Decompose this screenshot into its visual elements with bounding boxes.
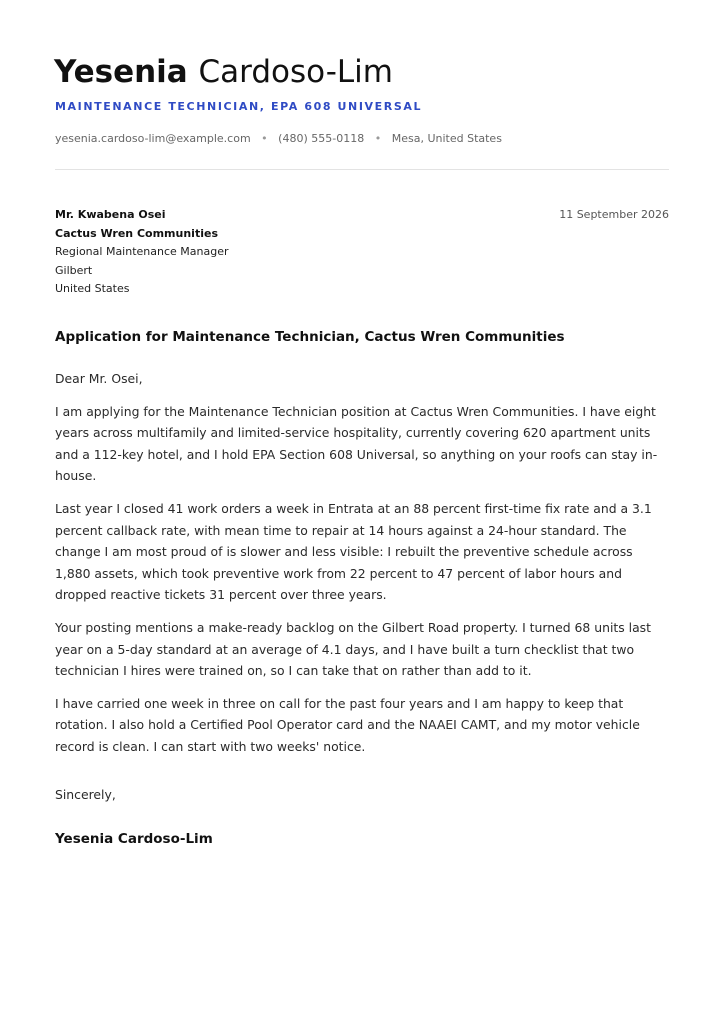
header-divider	[55, 169, 669, 170]
email-text: yesenia.cardoso-lim@example.com	[55, 132, 251, 145]
body-paragraph: Last year I closed 41 work orders a week in Entrata at an 88 percent first-time fix rate and a 3.1 percent callback rate, with mean time to repair at 14 hours against a 24-hour standard. The change I am most proud of is slower and less visible: I rebuilt the preventive schedule across 1,880 assets, which took preventive work from 22 percent to 47 percent of labor hours and dropped reactive tickets 31 percent over three years.	[55, 500, 652, 603]
letter-body	[55, 368, 671, 769]
recipient-city: Gilbert	[55, 263, 93, 277]
applicant-name	[54, 52, 393, 92]
contact-line	[55, 132, 502, 145]
recipient-company: Cactus Wren Communities	[55, 226, 218, 240]
recipient-country: United States	[55, 282, 130, 295]
phone-text: (480) 555-0118	[278, 132, 365, 145]
applicant-last-name: Cardoso-Lim	[198, 54, 393, 90]
body-paragraph: I am applying for the Maintenance Technician position at Cactus Wren Communities. I have eight years across multifamily and limited-service hospitality, currently covering 620 apartment units and a 112-key hotel, and I hold EPA Section 608 Universal, so anything on your roofs can stay in-house.	[55, 403, 658, 484]
closing-line: Sincerely,	[55, 787, 116, 802]
job-title: MAINTENANCE TECHNICIAN, EPA 608 UNIVERSAL	[55, 100, 423, 113]
body-paragraph: Your posting mentions a make-ready backlog on the Gilbert Road property. I turned 68 units last year on a 5-day standard at an average of 4.1 days, and I have built a turn checklist that two technician I hires were trained on, so I can take that on rather than add to it.	[55, 619, 651, 679]
recipient-role: Regional Maintenance Manager	[55, 245, 229, 258]
letter-date: 11 September 2026	[559, 208, 669, 221]
letter-subject: Application for Maintenance Technician, Cactus Wren Communities	[55, 329, 565, 345]
body-paragraph: I have carried one week in three on call for the past four years and I am happy to keep that rotation. I also hold a Certified Pool Operator card and the NAAEI CAMT, and my motor vehicle record is clean. I can start with two weeks' notice.	[55, 695, 640, 754]
recipient-block	[55, 206, 229, 299]
contact-separator: •	[261, 132, 268, 145]
signature-name: Yesenia Cardoso-Lim	[55, 831, 213, 847]
salutation: Dear Mr. Osei,	[55, 371, 143, 386]
recipient-name: Mr. Kwabena Osei	[55, 208, 166, 221]
location-text: Mesa, United States	[391, 132, 502, 145]
contact-separator: •	[374, 132, 382, 145]
applicant-first-name: Yesenia	[54, 54, 188, 90]
